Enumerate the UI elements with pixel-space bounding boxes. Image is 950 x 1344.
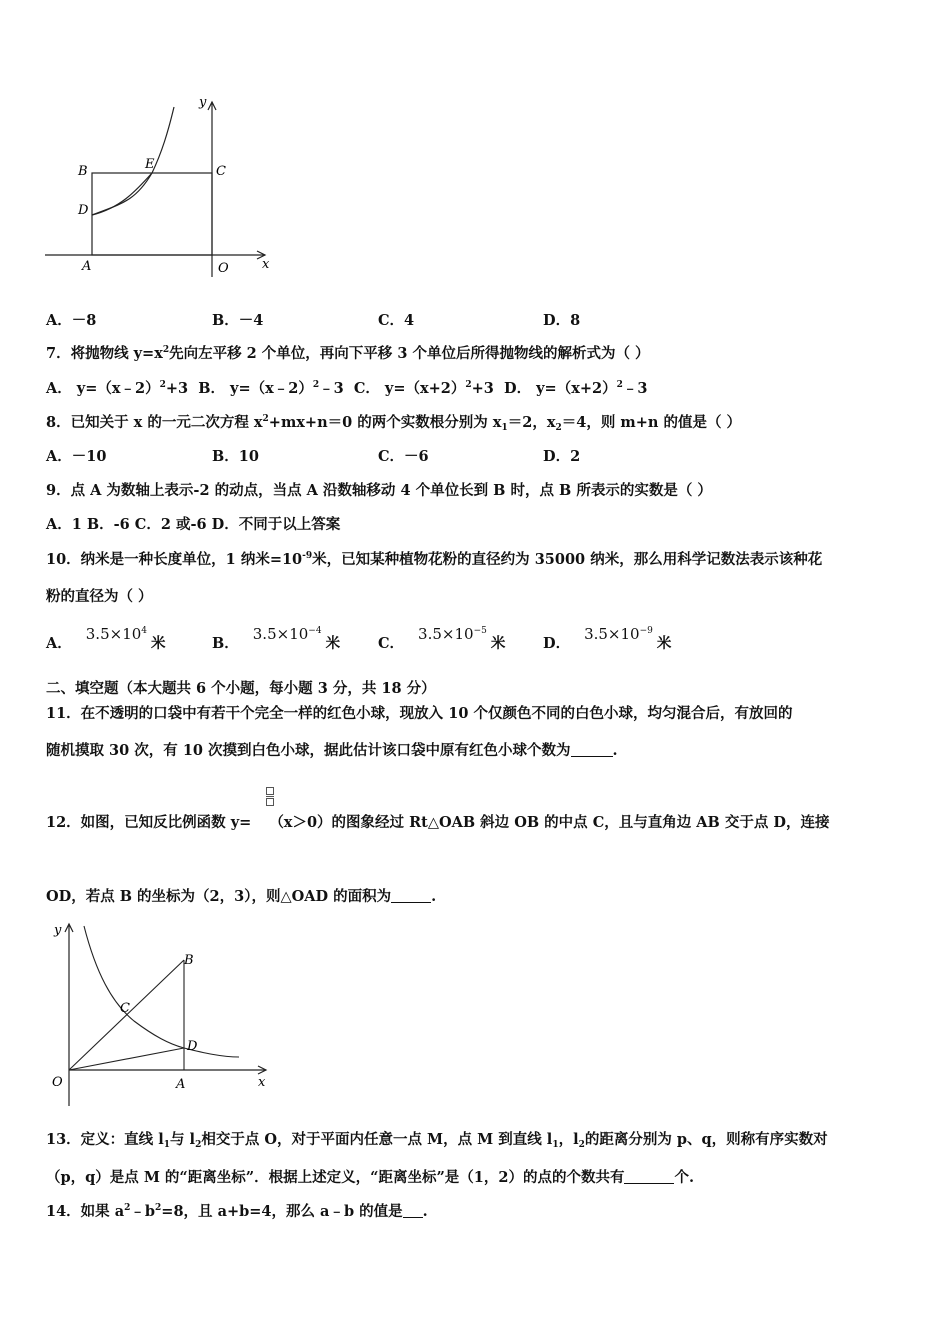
q11-answer-blank: [571, 742, 613, 757]
q11-line2: 随机摸取 30 次，有 10 次摸到白色小球，据此估计该口袋中原有红色小球个数为 .: [46, 742, 618, 759]
fig12-label-O: O: [52, 1075, 63, 1090]
q6-option-d: D．8: [543, 312, 581, 329]
q12-line1: 12．如图，已知反比例函数 y= （x＞0）的图象经过 Rt△OAB 斜边 OB 的中点 C，且与直角边 AB 交于点 D，连接: [46, 814, 830, 831]
q14-answer-blank: [403, 1203, 423, 1218]
q7-stem: 7．将抛物线 $y=x^2$先向左平移 2 个单位，再向下平移 3 个单位后所得抛物线的解析式为（ ）: [46, 345, 650, 362]
q7-option-a: A． y=（x﹣2）$^2$+3: [46, 380, 189, 397]
fig12-label-D: D: [187, 1039, 198, 1054]
q14-line: 14．如果 $a^2﹣b^2=8$，且 a+b=4，那么 a﹣b 的值是 .: [46, 1203, 428, 1220]
fig6-label-D: D: [78, 203, 89, 218]
q7-option-b: B． y=（x﹣2）$^2$﹣3: [198, 380, 344, 397]
q8-option-b: B．10: [212, 448, 259, 465]
q10-option-b: B．$3.5\times 10^{-4}$米: [212, 625, 341, 652]
q13-line1: 13．定义：直线 $l_1$与 $l_2$相交于点 O，对于平面内任意一点 M，点 M 到直线 $l_1$，$l_2$的距离分别为 p、q，则称有序实数对: [46, 1131, 828, 1150]
fig6-label-x: x: [262, 257, 270, 272]
fig6-label-E: E: [145, 157, 155, 172]
q11-line1: 11．在不透明的口袋中有若干个完全一样的红色小球，现放入 10 个仅颜色不同的白色小球，均匀混合后，有放回的: [46, 705, 793, 722]
fig12-label-C: C: [120, 1001, 130, 1016]
q6-option-a: A．－8: [46, 312, 97, 329]
q12-fraction-glyph: [266, 786, 274, 807]
q8-stem: 8．已知关于 x 的一元二次方程 $x^2+mx+n=0$ 的两个实数根分别为 $x_1=2$，$x_2=4$，则 m+n 的值是（ ）: [46, 414, 742, 433]
fig6-label-y: y: [199, 95, 207, 110]
q10-stem: 10．纳米是一种长度单位，1 纳米$=10^{-9}$米，已知某种植物花粉的直径约为 35000 纳米，那么用科学记数法表示该种花: [46, 551, 823, 568]
q7-options: [46, 379, 647, 399]
fig12-label-x: x: [258, 1075, 266, 1090]
fig12-label-B: B: [184, 953, 194, 968]
q12-figure: [44, 918, 274, 1110]
q6-figure: [40, 92, 280, 282]
fig6-label-B: B: [78, 164, 88, 179]
q10-option-d: D．$3.5\times 10^{-9}$米: [543, 625, 672, 652]
fig12-label-A: A: [176, 1077, 186, 1092]
q8-option-d: D．2: [543, 448, 581, 465]
q13-answer-blank: [624, 1169, 674, 1184]
fig6-label-A: A: [82, 259, 92, 274]
section-2-heading: 二、填空题（本大题共 6 个小题，每小题 3 分，共 18 分）: [46, 680, 436, 697]
q6-option-b: B．－4: [212, 312, 264, 329]
q10-option-c: C．$3.5\times 10^{-5}$米: [378, 625, 506, 652]
fig6-label-C: C: [216, 164, 226, 179]
q10-stem-line2: 粉的直径为（ ）: [46, 588, 153, 605]
q8-option-a: A．－10: [46, 448, 107, 465]
q9-options: A．1 B．-6 C．2 或-6 D．不同于以上答案: [46, 516, 341, 533]
q6-option-c: C．4: [378, 312, 415, 329]
q9-stem: 9．点 A 为数轴上表示-2 的动点，当点 A 沿数轴移动 4 个单位长到 B 时，点 B 所表示的实数是（ ）: [46, 482, 712, 499]
q10-option-a: A．$3.5\times 10^4$米: [46, 625, 166, 652]
q7-option-c: C． $y=(x+2)^2+3$: [353, 380, 494, 397]
q8-option-c: C．－6: [378, 448, 429, 465]
q12-line2: OD，若点 B 的坐标为（2，3），则△OAD 的面积为 .: [46, 888, 437, 905]
q12-answer-blank: [391, 888, 431, 903]
fig12-label-y: y: [54, 923, 62, 938]
fig6-label-O: O: [218, 261, 229, 276]
q7-option-d: D． $y=(x+2)^2﹣3$: [504, 380, 648, 397]
q13-line2: （p，q）是点 M 的“距离坐标”．根据上述定义，“距离坐标”是（1，2）的点的个数共有 个.: [46, 1169, 695, 1186]
